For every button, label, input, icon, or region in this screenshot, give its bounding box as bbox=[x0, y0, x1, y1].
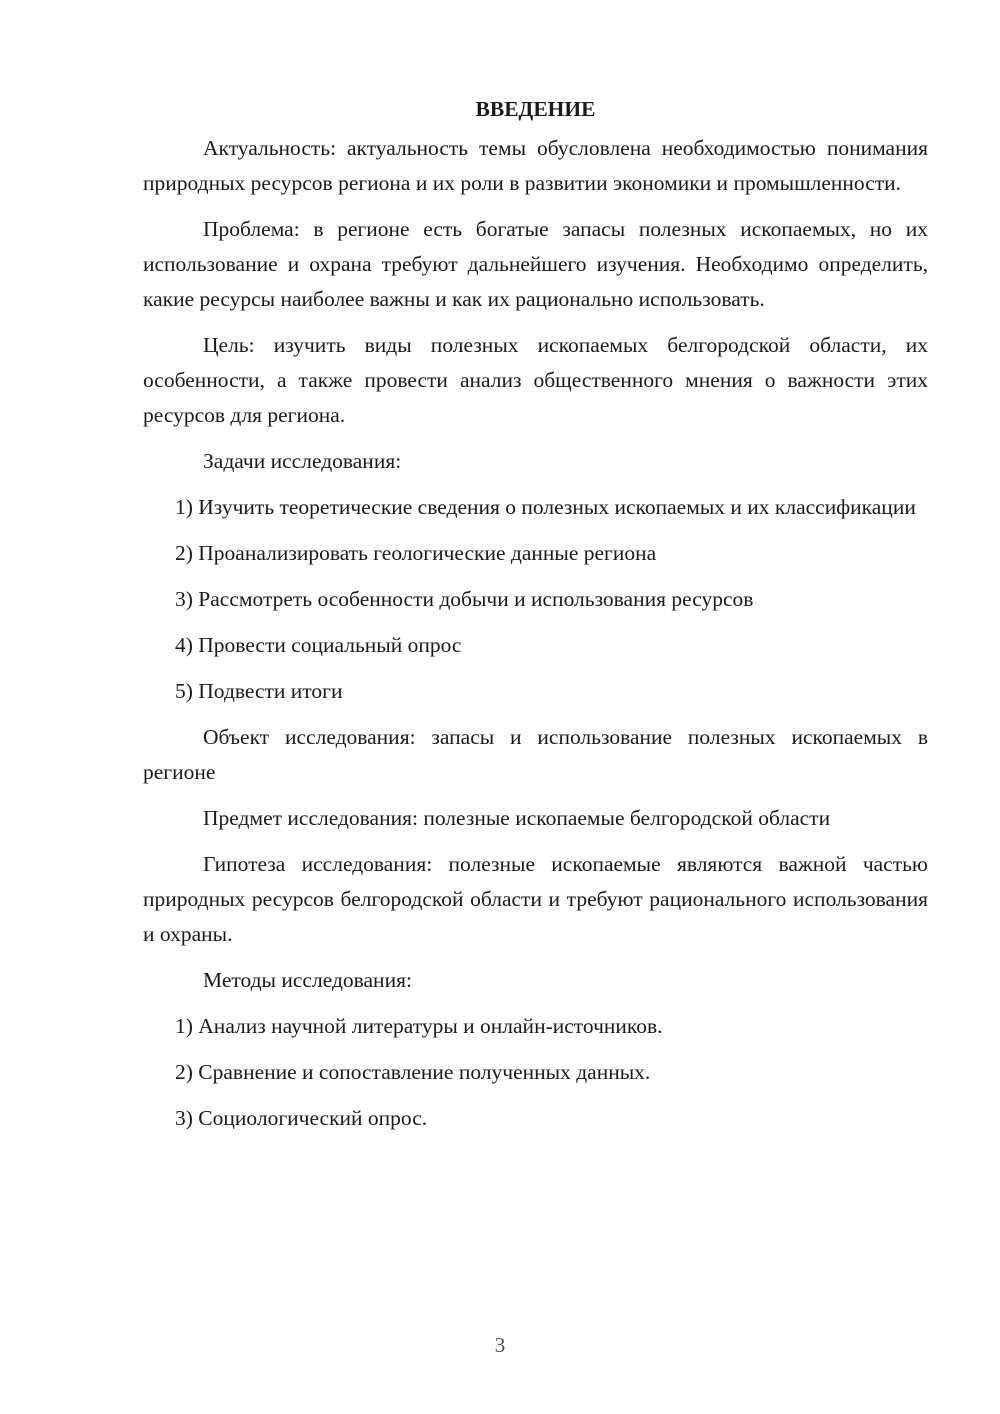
task-item: 1) Изучить теоретические сведения о полезных ископаемых и их классификации bbox=[175, 495, 916, 519]
method-item: 2) Сравнение и сопоставление полученных данных. bbox=[175, 1060, 651, 1084]
tasks-heading: Задачи исследования: bbox=[203, 449, 402, 473]
methods-heading: Методы исследования: bbox=[203, 968, 412, 992]
task-item: 3) Рассмотреть особенности добычи и использования ресурсов bbox=[175, 587, 754, 611]
subject-paragraph: Предмет исследования: полезные ископаемые белгородской области bbox=[203, 806, 831, 830]
relevance-paragraph: Актуальность: актуальность темы обусловлена необходимостью понимания природных ресурсов региона и их роли в развитии экономики и промышленности. bbox=[143, 136, 928, 195]
problem-paragraph: Проблема: в регионе есть богатые запасы полезных ископаемых, но их использование и охрана требуют дальнейшего изучения. Необходимо определить, какие ресурсы наиболее важны и как их рационально использовать. bbox=[143, 217, 928, 311]
method-item: 1) Анализ научной литературы и онлайн-источников. bbox=[175, 1014, 663, 1038]
document-page bbox=[143, 92, 928, 1147]
task-item: 4) Провести социальный опрос bbox=[175, 633, 462, 657]
object-paragraph: Объект исследования: запасы и использование полезных ископаемых в регионе bbox=[143, 725, 928, 784]
page-number: 3 bbox=[494, 1333, 506, 1357]
task-item: 2) Проанализировать геологические данные региона bbox=[175, 541, 657, 565]
hypothesis-paragraph: Гипотеза исследования: полезные ископаемые являются важной частью природных ресурсов белгородской области и требуют рационального использования и охраны. bbox=[143, 852, 928, 946]
section-title: ВВЕДЕНИЕ bbox=[475, 97, 596, 121]
task-item: 5) Подвести итоги bbox=[175, 679, 343, 703]
method-item: 3) Социологический опрос. bbox=[175, 1106, 428, 1130]
goal-paragraph: Цель: изучить виды полезных ископаемых белгородской области, их особенности, а также провести анализ общественного мнения о важности этих ресурсов для региона. bbox=[143, 333, 928, 427]
